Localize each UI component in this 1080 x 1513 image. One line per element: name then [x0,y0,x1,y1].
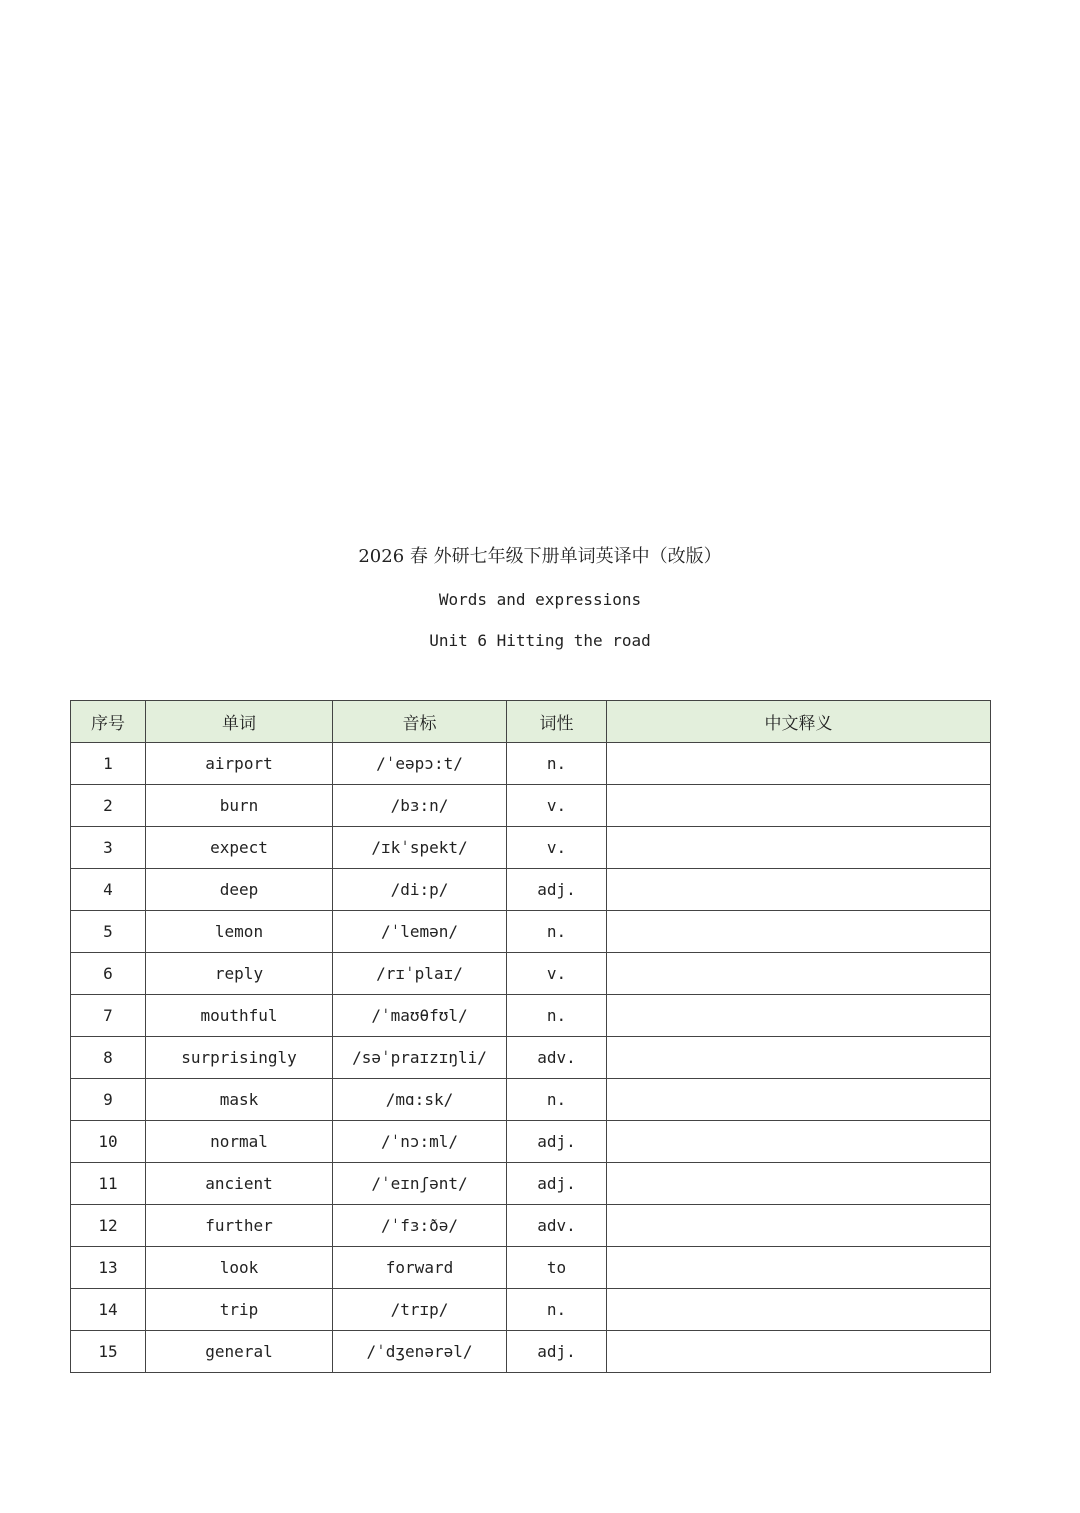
cell-phonetic: /trɪp/ [333,1289,507,1331]
unit-block [0,628,1080,654]
cell-word: airport [146,743,333,785]
cell-number: 7 [71,995,146,1037]
cell-part-of-speech: v. [507,827,607,869]
cell-part-of-speech: n. [507,995,607,1037]
page-title: 2026 春 外研七年级下册单词英译中（改版） [358,546,722,567]
cell-chinese-meaning[interactable] [607,1121,991,1163]
table-row [71,1331,991,1373]
cell-part-of-speech: adv. [507,1037,607,1079]
cell-word: trip [146,1289,333,1331]
cell-part-of-speech: n. [507,1079,607,1121]
cell-word: general [146,1331,333,1373]
table-row [71,785,991,827]
table-row [71,1247,991,1289]
cell-word: further [146,1205,333,1247]
table-row [71,995,991,1037]
cell-number: 14 [71,1289,146,1331]
cell-part-of-speech: adv. [507,1205,607,1247]
table-row [71,743,991,785]
cell-phonetic: /mɑ:sk/ [333,1079,507,1121]
cell-phonetic: forward [333,1247,507,1289]
cell-word: look [146,1247,333,1289]
table-row [71,1037,991,1079]
cell-word: mouthful [146,995,333,1037]
cell-number: 15 [71,1331,146,1373]
cell-phonetic: /ˈmaʊθfʊl/ [333,995,507,1037]
table-body [71,743,991,1373]
cell-word: lemon [146,911,333,953]
cell-phonetic: /bɜ:n/ [333,785,507,827]
cell-word: burn [146,785,333,827]
column-header-number: 序号 [71,701,146,743]
cell-part-of-speech: to [507,1247,607,1289]
table-row [71,1289,991,1331]
cell-number: 3 [71,827,146,869]
cell-number: 13 [71,1247,146,1289]
cell-part-of-speech: n. [507,743,607,785]
cell-chinese-meaning[interactable] [607,1331,991,1373]
cell-number: 8 [71,1037,146,1079]
cell-number: 2 [71,785,146,827]
cell-phonetic: /ˈnɔ:ml/ [333,1121,507,1163]
cell-part-of-speech: adj. [507,1331,607,1373]
table-row [71,1121,991,1163]
table-row [71,827,991,869]
cell-number: 4 [71,869,146,911]
cell-number: 9 [71,1079,146,1121]
cell-number: 6 [71,953,146,995]
cell-phonetic: /ˈfɜ:ðə/ [333,1205,507,1247]
cell-number: 5 [71,911,146,953]
cell-word: expect [146,827,333,869]
cell-word: ancient [146,1163,333,1205]
cell-part-of-speech: adj. [507,1121,607,1163]
column-header-word: 单词 [146,701,333,743]
subtitle-block [0,587,1080,613]
unit-heading: Unit 6 Hitting the road [429,631,651,650]
cell-number: 10 [71,1121,146,1163]
table-row [71,953,991,995]
cell-chinese-meaning[interactable] [607,827,991,869]
cell-chinese-meaning[interactable] [607,1037,991,1079]
table-row [71,1205,991,1247]
cell-word: surprisingly [146,1037,333,1079]
cell-chinese-meaning[interactable] [607,785,991,827]
cell-chinese-meaning[interactable] [607,1079,991,1121]
cell-phonetic: /ɪkˈspekt/ [333,827,507,869]
cell-chinese-meaning[interactable] [607,953,991,995]
table-header-row [71,701,991,743]
cell-word: mask [146,1079,333,1121]
cell-phonetic: /di:p/ [333,869,507,911]
cell-phonetic: /səˈpraɪzɪŋli/ [333,1037,507,1079]
cell-part-of-speech: v. [507,785,607,827]
cell-chinese-meaning[interactable] [607,869,991,911]
cell-chinese-meaning[interactable] [607,1163,991,1205]
cell-phonetic: /ˈdʒenərəl/ [333,1331,507,1373]
table-row [71,1163,991,1205]
cell-word: reply [146,953,333,995]
cell-chinese-meaning[interactable] [607,1205,991,1247]
cell-phonetic: /ˈeəpɔ:t/ [333,743,507,785]
column-header-phonetic: 音标 [333,701,507,743]
cell-chinese-meaning[interactable] [607,995,991,1037]
cell-phonetic: /ˈeɪnʃənt/ [333,1163,507,1205]
cell-number: 12 [71,1205,146,1247]
table-row [71,869,991,911]
table-row [71,1079,991,1121]
cell-number: 1 [71,743,146,785]
column-header-part-of-speech: 词性 [507,701,607,743]
cell-chinese-meaning[interactable] [607,743,991,785]
cell-number: 11 [71,1163,146,1205]
cell-part-of-speech: n. [507,911,607,953]
column-header-chinese-meaning: 中文释义 [607,701,991,743]
cell-word: deep [146,869,333,911]
vocabulary-table [70,700,991,1373]
title-block [0,544,1080,570]
section-subtitle: Words and expressions [438,590,642,609]
cell-part-of-speech: adj. [507,1163,607,1205]
cell-chinese-meaning[interactable] [607,1247,991,1289]
cell-chinese-meaning[interactable] [607,911,991,953]
cell-part-of-speech: n. [507,1289,607,1331]
cell-phonetic: /rɪˈplaɪ/ [333,953,507,995]
cell-part-of-speech: adj. [507,869,607,911]
cell-word: normal [146,1121,333,1163]
table-row [71,911,991,953]
cell-chinese-meaning[interactable] [607,1289,991,1331]
cell-phonetic: /ˈlemən/ [333,911,507,953]
cell-part-of-speech: v. [507,953,607,995]
